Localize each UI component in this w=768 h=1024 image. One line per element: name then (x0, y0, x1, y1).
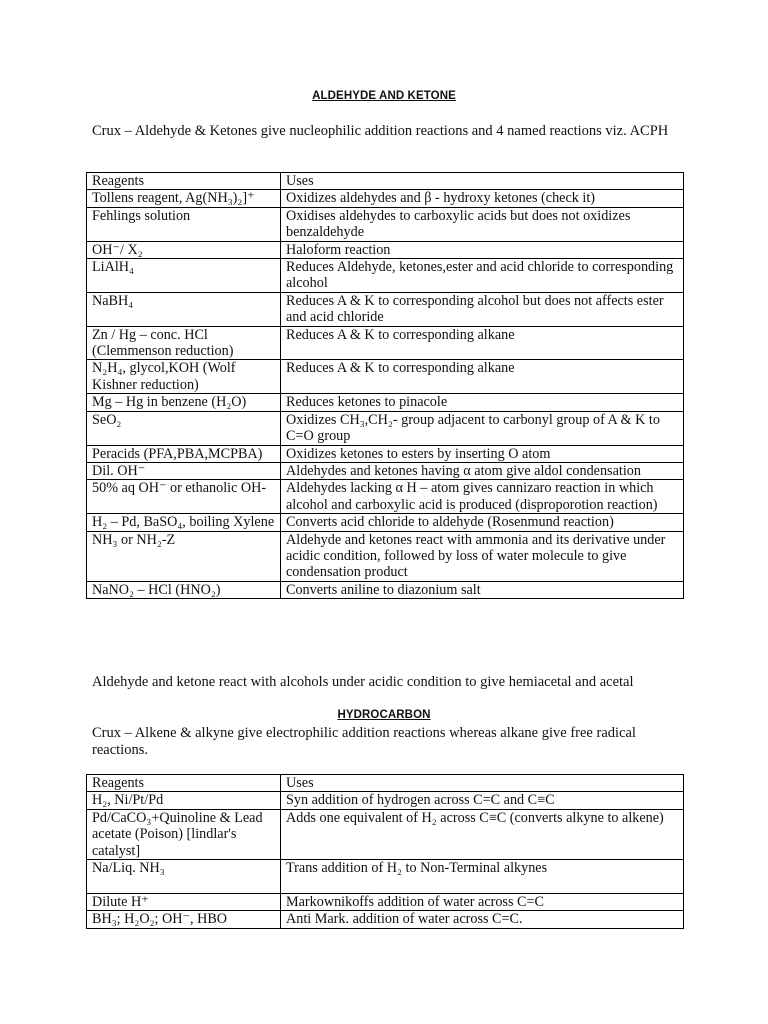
use-cell: Reduces ketones to pinacole (281, 394, 684, 411)
reagent-cell: Pd/CaCO₃+Quinoline & Lead acetate (Poison) [lindlar's catalyst] (87, 809, 281, 859)
table-header-row (87, 775, 684, 792)
table-row (87, 190, 684, 207)
reagent-cell: NaNO₂ – HCl (HNO₂) (87, 581, 281, 598)
table-row (87, 462, 684, 479)
reagent-cell: Mg – Hg in benzene (H₂O) (87, 394, 281, 411)
table-header-row (87, 173, 684, 190)
table-row (87, 514, 684, 531)
use-cell: Converts acid chloride to aldehyde (Rosenmund reaction) (281, 514, 684, 531)
reagent-cell: Na/Liq. NH₃ (87, 860, 281, 894)
use-cell: Reduces Aldehyde, ketones,ester and acid chloride to corresponding alcohol (281, 259, 684, 293)
use-cell: Markownikoffs addition of water across C=C (281, 894, 684, 911)
use-cell: Aldehydes lacking α H – atom gives cannizaro reaction in which alcohol and carboxylic acid is produced (disproporotion reaction) (281, 480, 684, 514)
table-row (87, 581, 684, 598)
reagent-cell: Dil. OH⁻ (87, 462, 281, 479)
table-row (87, 894, 684, 911)
table-row (87, 792, 684, 809)
use-cell: Oxidizes CH₃,CH₂- group adjacent to carbonyl group of A & K to C=O group (281, 411, 684, 445)
use-cell: Syn addition of hydrogen across C=C and C≡C (281, 792, 684, 809)
table-row (87, 326, 684, 360)
table-row (87, 809, 684, 859)
use-cell: Oxidizes aldehydes and β - hydroxy ketones (check it) (281, 190, 684, 207)
reagent-cell: NaBH₄ (87, 292, 281, 326)
crux-hydrocarbon: Crux – Alkene & alkyne give electrophilic addition reactions whereas alkane give free radical reactions. (92, 725, 636, 758)
header-cell-reagents: Reagents (87, 775, 281, 792)
reagent-cell: N₂H₄, glycol,KOH (Wolf Kishner reduction) (87, 360, 281, 394)
use-cell: Aldehyde and ketones react with ammonia and its derivative under acidic condition, followed by loss of water molecule to give condensation product (281, 531, 684, 581)
use-cell: Reduces A & K to corresponding alkane (281, 326, 684, 360)
reagent-cell: SeO₂ (87, 411, 281, 445)
section-title-aldehyde-ketone: ALDEHYDE AND KETONE (312, 90, 456, 102)
reagent-cell: Dilute H⁺ (87, 894, 281, 911)
reagent-cell: 50% aq OH⁻ or ethanolic OH- (87, 480, 281, 514)
table-row (87, 860, 684, 894)
table-row (87, 259, 684, 293)
use-cell: Anti Mark. addition of water across C=C. (281, 911, 684, 928)
use-cell: Oxidizes ketones to esters by inserting O atom (281, 445, 684, 462)
reagent-cell: LiAlH₄ (87, 259, 281, 293)
reagent-cell: H₂ – Pd, BaSO₄, boiling Xylene (87, 514, 281, 531)
reagent-cell: BH₃; H₂O₂; OH⁻, HBO (87, 911, 281, 928)
table-row (87, 394, 684, 411)
reagent-cell: Peracids (PFA,PBA,MCPBA) (87, 445, 281, 462)
use-cell: Converts aniline to diazonium salt (281, 581, 684, 598)
reagent-cell: Tollens reagent, Ag(NH₃)₂]⁺ (87, 190, 281, 207)
section-title-hydrocarbon: HYDROCARBON (337, 709, 431, 721)
header-cell-reagents: Reagents (87, 173, 281, 190)
table-row (87, 911, 684, 928)
trailer-note-hemiacetal: Aldehyde and ketone react with alcohols under acidic condition to give hemiacetal and acetal (92, 674, 634, 690)
table-row (87, 241, 684, 258)
reagent-cell: OH⁻/ X₂ (87, 241, 281, 258)
reagents-table-aldehyde-ketone (86, 172, 684, 599)
use-cell: Trans addition of H₂ to Non-Terminal alkynes (281, 860, 684, 894)
use-cell: Reduces A & K to corresponding alkane (281, 360, 684, 394)
table-row (87, 292, 684, 326)
use-cell: Aldehydes and ketones having α atom give aldol condensation (281, 462, 684, 479)
reagent-cell: H₂, Ni/Pt/Pd (87, 792, 281, 809)
use-cell: Oxidises aldehydes to carboxylic acids but does not oxidizes benzaldehyde (281, 207, 684, 241)
use-cell: Adds one equivalent of H₂ across C≡C (converts alkyne to alkene) (281, 809, 684, 859)
table-row (87, 531, 684, 581)
table-row (87, 411, 684, 445)
header-cell-uses: Uses (281, 775, 684, 792)
reagent-cell: Fehlings solution (87, 207, 281, 241)
use-cell: Haloform reaction (281, 241, 684, 258)
use-cell: Reduces A & K to corresponding alcohol but does not affects ester and acid chloride (281, 292, 684, 326)
reagents-table-hydrocarbon (86, 774, 684, 929)
crux-aldehyde-ketone: Crux – Aldehyde & Ketones give nucleophilic addition reactions and 4 named reactions viz. ACPH (92, 123, 669, 139)
table-row (87, 480, 684, 514)
table-row (87, 445, 684, 462)
reagent-cell: Zn / Hg – conc. HCl (Clemmenson reduction) (87, 326, 281, 360)
reagent-cell: NH₃ or NH₂-Z (87, 531, 281, 581)
table-row (87, 207, 684, 241)
header-cell-uses: Uses (281, 173, 684, 190)
table-row (87, 360, 684, 394)
